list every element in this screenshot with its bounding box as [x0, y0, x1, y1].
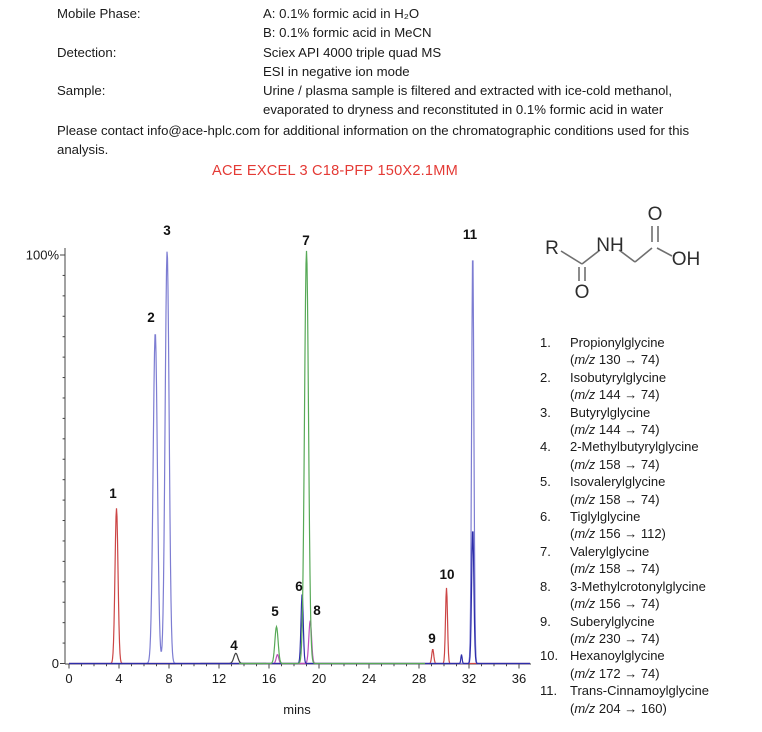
compound-name: Butyrylglycine — [570, 404, 651, 420]
x-tick-label: 32 — [461, 671, 477, 686]
y-axis-label-100: 100% — [25, 247, 59, 263]
structure-label-o-top: O — [647, 204, 663, 225]
compound-mz-transition: (m/z 144 → 74) — [570, 422, 660, 438]
peak-label-9: 9 — [428, 631, 436, 646]
legend-item — [540, 647, 762, 682]
condition-value: Sciex API 4000 triple quad MS — [263, 44, 442, 60]
peak-label-6: 6 — [295, 579, 303, 594]
x-tick-label: 28 — [411, 671, 427, 686]
structure-label-nh: NH — [596, 235, 624, 256]
legend-item — [540, 473, 762, 508]
compound-name: Suberylglycine — [570, 613, 655, 629]
peak-label-11: 11 — [462, 227, 478, 242]
compound-legend — [540, 334, 762, 717]
compound-name: 3-Methylcrotonylglycine — [570, 578, 706, 594]
x-tick-label: 4 — [115, 671, 123, 686]
structure-label-r: R — [545, 238, 559, 259]
condition-value: evaporated to dryness and reconstituted in 0.1% formic acid in water — [263, 102, 664, 118]
trace-black — [200, 653, 266, 663]
legend-item — [540, 334, 762, 369]
legend-item-text — [570, 473, 762, 508]
x-axis-title: mins — [283, 702, 311, 717]
structure-label-o-bottom: O — [574, 282, 590, 303]
legend-item-text — [570, 508, 762, 543]
compound-mz-transition: (m/z 130 → 74) — [570, 352, 660, 368]
legend-item-number: 2. — [540, 369, 551, 385]
condition-value: B: 0.1% formic acid in MeCN — [263, 25, 432, 41]
compound-name: Hexanoylglycine — [570, 648, 665, 664]
x-tick-label: 0 — [65, 671, 73, 686]
peak-label-8: 8 — [313, 603, 321, 618]
legend-item-number: 9. — [540, 613, 551, 629]
peak-label-7: 7 — [302, 233, 310, 248]
compound-mz-transition: (m/z 204 → 160) — [570, 700, 667, 716]
compound-mz-transition: (m/z 230 → 74) — [570, 630, 660, 646]
legend-item — [540, 682, 762, 717]
peak-label-1: 1 — [109, 486, 117, 501]
trace-lightblue — [69, 252, 530, 664]
legend-item — [540, 508, 762, 543]
legend-item-number: 10. — [540, 648, 559, 664]
compound-name: Isovalerylglycine — [570, 474, 666, 490]
condition-label: Mobile Phase: — [57, 6, 141, 21]
y-axis-label-0: 0 — [51, 656, 59, 671]
peak-label-2: 2 — [147, 310, 155, 325]
compound-mz-transition: (m/z 144 → 74) — [570, 387, 660, 403]
condition-value: A: 0.1% formic acid in H₂O — [263, 6, 420, 21]
legend-item-text — [570, 613, 762, 648]
legend-item-text — [570, 578, 762, 613]
legend-item-text — [570, 543, 762, 578]
trace-navy — [69, 532, 530, 664]
legend-item-number: 1. — [540, 335, 551, 350]
compound-mz-transition: (m/z 158 → 74) — [570, 456, 660, 472]
x-tick-label: 36 — [511, 671, 527, 686]
legend-item-text — [570, 647, 762, 682]
x-tick-label: 16 — [261, 671, 277, 686]
legend-item-text — [570, 682, 762, 717]
legend-item — [540, 369, 762, 404]
legend-item-number: 3. — [540, 404, 551, 420]
legend-item-number: 6. — [540, 509, 551, 525]
legend-item-number: 5. — [540, 474, 551, 490]
condition-label: Sample: — [57, 83, 106, 99]
peak-label-3: 3 — [163, 223, 171, 238]
legend-item-number: 4. — [540, 439, 551, 455]
legend-item — [540, 404, 762, 439]
peak-label-5: 5 — [271, 604, 279, 619]
condition-value: ESI in negative ion mode — [263, 63, 410, 79]
compound-mz-transition: (m/z 158 → 74) — [570, 561, 660, 577]
legend-item — [540, 578, 762, 613]
x-tick-label: 8 — [165, 671, 173, 686]
compound-name: Valerylglycine — [570, 543, 650, 559]
chemical-structure — [538, 198, 756, 335]
structure-label-oh: OH — [671, 249, 701, 270]
peak-label-4: 4 — [230, 638, 238, 653]
contact-note: Please contact info@ace-hplc.com for additional information on the chromatographic conditions used for this analysis. — [57, 123, 690, 158]
trace-green — [239, 251, 425, 664]
legend-item — [540, 438, 762, 473]
legend-item-text — [570, 438, 762, 473]
compound-name: Propionylglycine — [570, 335, 665, 350]
compound-name: Isobutyrylglycine — [570, 369, 667, 385]
compound-mz-transition: (m/z 158 → 74) — [570, 491, 660, 507]
legend-item-text — [570, 369, 762, 404]
legend-item-text — [570, 334, 762, 369]
condition-value: Urine / plasma sample is filtered and extracted with ice-cold methanol, — [263, 83, 672, 99]
x-tick-label: 20 — [311, 671, 327, 686]
compound-mz-transition: (m/z 156 → 74) — [570, 596, 660, 612]
legend-item-number: 7. — [540, 543, 551, 559]
x-tick-label: 12 — [211, 671, 227, 686]
legend-item-number: 11. — [540, 683, 558, 699]
compound-mz-transition: (m/z 172 → 74) — [570, 665, 660, 681]
compound-name: Tiglylglycine — [570, 509, 641, 525]
x-tick-label: 24 — [361, 671, 377, 686]
compound-name: Trans-Cinnamoylglycine — [570, 683, 709, 699]
compound-name: 2-Methylbutyrylglycine — [570, 439, 699, 455]
page-title: ACE EXCEL 3 C18-PFP 150X2.1MM — [212, 163, 458, 179]
condition-label: Detection: — [57, 44, 117, 60]
legend-item-number: 8. — [540, 578, 551, 594]
peak-label-10: 10 — [439, 567, 455, 582]
compound-mz-transition: (m/z 156 → 112) — [570, 526, 666, 542]
legend-item-text — [570, 404, 762, 439]
legend-item — [540, 543, 762, 578]
legend-item — [540, 613, 762, 648]
